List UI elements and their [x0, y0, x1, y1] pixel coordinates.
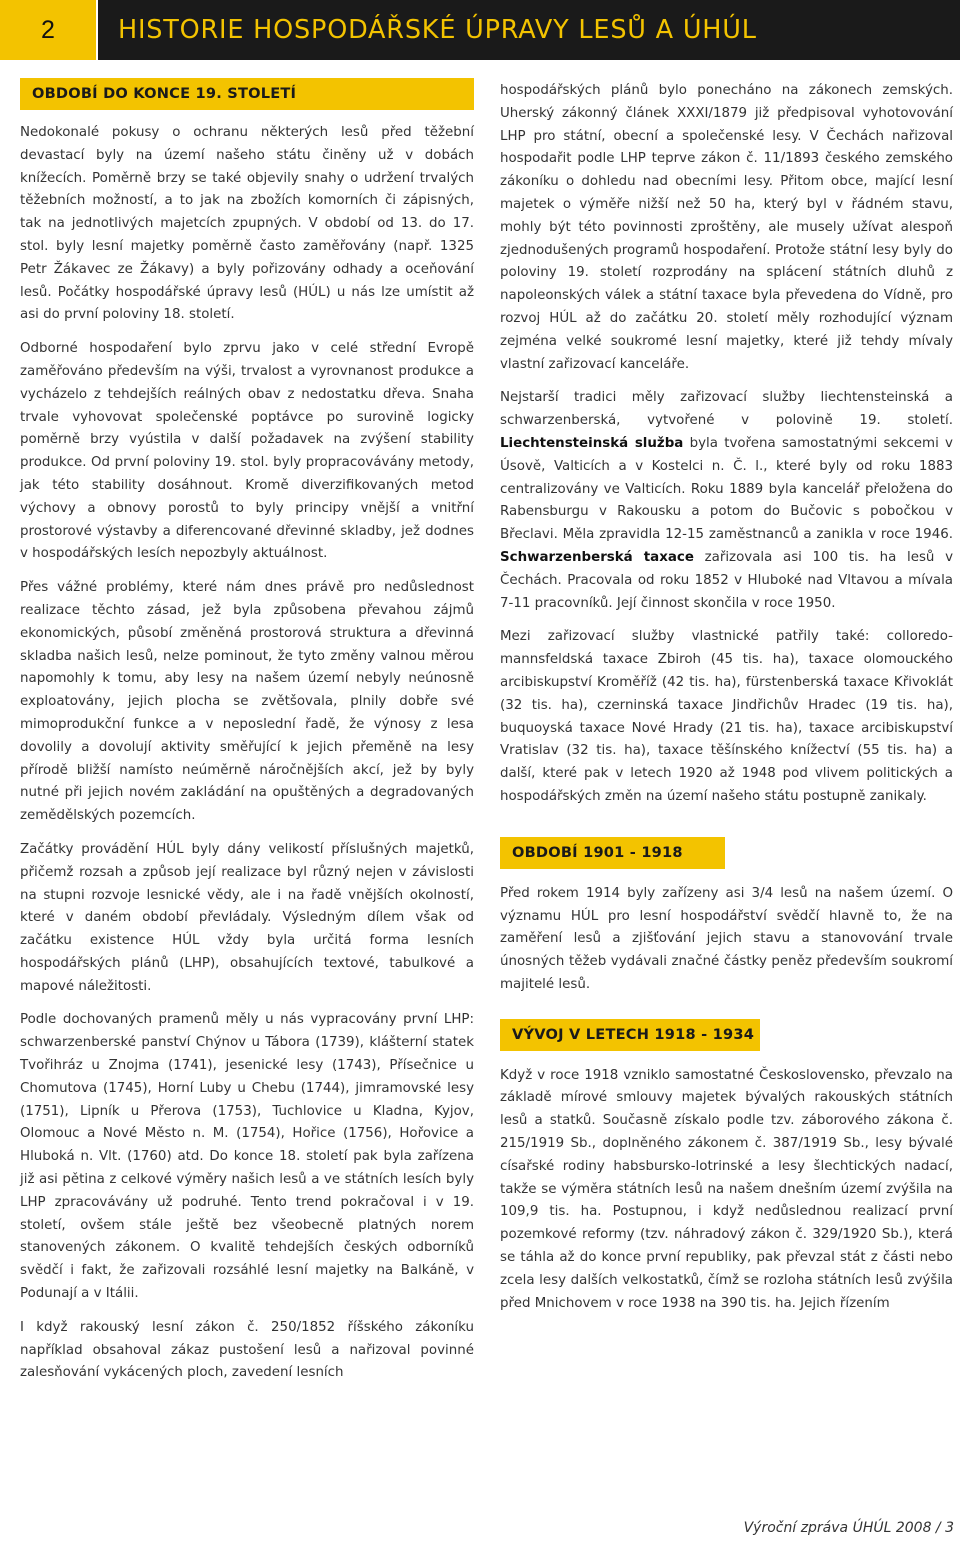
bold-term-schwarzenberg: Schwarzenberská taxace: [500, 549, 694, 565]
section-heading-1918-1934: VÝVOJ V LETECH 1918 - 1934: [500, 1019, 760, 1051]
page-header: [0, 0, 960, 60]
paragraph: Před rokem 1914 byly zařízeny asi 3/4 lesů na našem území. O významu HÚL pro lesní hospodářství svědčí hlavně to, že na zaměření lesů a zjišťování jejich stavu a stanovování trvale únosných těžeb vydávali značné částky peněz především soukromí majitelé lesů.: [500, 885, 953, 992]
header-bar: [98, 0, 960, 60]
bold-term-liechtenstein: Liechtensteinská služba: [500, 435, 684, 451]
chapter-number: 2: [0, 0, 96, 60]
text-run: byla tvořena samostatnými sekcemi v Úsově, Valticích a v Kostelci n. Č. l., které byly od roku 1883 centralizovány ve Valticích. Roku 1889 byla kancelář přeložena do Rabensburgu v Rakousku a potom do Bučovic s pobočkou v Břeclavi. Měla zpravidla 12-15 zaměstnanců a zanikla v roce 1946.: [500, 435, 953, 543]
paragraph: Nedokonalé pokusy o ochranu některých lesů před těžební devastací byly na území našeho státu činěny už v dobách knížecích. Poměrně brzy se také objevily snahy o udržení trvalých těžebních možností, a to jak na zbožích komorních či zápisných, tak na jednotlivých majetcích zpupných. V období od 13. do 17. stol. byly lesní majetky poměrně často zaměřovány (např. 1325 Petr Žákavec ze Žákavy) a byly pořizovány odhady a oceňování lesů. Počátky hospodářské úpravy lesů (HÚL) u nás lze umístit až asi do první poloviny 18. století.: [20, 125, 474, 323]
left-column: [20, 78, 474, 1396]
paragraph: hospodářských plánů bylo ponecháno na zákonech zemských. Uherský zákonný článek XXXI/1879 již předpisoval vyhotovování LHP pro státní, obecní a společenské lesy. V Čechách nařizoval hospodařit podle LHP teprve zákon č. 11/1893 českého zemského zákoníku o dohledu nad obecními lesy. Přitom obce, mající lesní majetek o výměře nižší než 50 ha, který byl v řádném stavu, mohly být této povinnosti zproštěny, ale musely užívat alespoň zjednodušených programů hospodaření. Protože státní lesy byly do poloviny 19. století rozprodány na splácení státních dluhů z napoleonských válek a státní taxace byla převedena do Vídně, pro rozvoj HÚL až do začátku 20. století měly rozhodující význam zejména velké soukromé lesní majetky, které již tehdy mívaly vlastní zařizovací kanceláře.: [500, 83, 953, 372]
paragraph-management-services: [500, 387, 953, 615]
section-heading-19th-century: OBDOBÍ DO KONCE 19. STOLETÍ: [20, 78, 474, 110]
right-column: [500, 80, 953, 1326]
paragraph: Podle dochovaných pramenů měly u nás vypracovány první LHP: schwarzenberské panství Chýnov u Tábora (1739), klášterní statek Tvořihráz u Znojma (1741), jesenické lesy (1743), Přísečnice u Chomutova (1745), Horní Luby u Chebu (1744), jimramovské lesy (1751), Lipník u Přerova (1753), Tuchlovice u Kladna, Kyjov, Olomouc a Nové Město n. M. (1754), Hořice (1756), Hořovice a Hluboká n. Vlt. (1760) atd. Do konce 18. století pak byla zařízena již asi pětina z celkové výměry našich lesů a ve státních lesích byly LHP zpracovávány už podruhé. Tento trend pokračoval i v 19. století, ovšem stále ještě bez všeobecně platných norem stanovených zákonem. O kvalitě tehdejších českých odborníků svědčí i fakt, že zařizovali rozsáhlé lesní majetky na Balkáně, v Podunají a v Itálii.: [20, 1012, 474, 1302]
paragraph: I když rakouský lesní zákon č. 250/1852 říšského zákoníku například obsahoval zákaz pustošení lesů a nařizoval povinné zalesňování vykácených ploch, zavedení lesních: [20, 1319, 474, 1381]
text-run: Nejstarší tradici měly zařizovací služby liechtensteinská a schwarzenberská, vytvořené v polovině 19. století.: [500, 390, 953, 429]
page-footer: Výroční zpráva ÚHÚL 2008 / 3: [743, 1520, 954, 1536]
chapter-title: HISTORIE HOSPODÁŘSKÉ ÚPRAVY LESŮ A ÚHÚL: [118, 15, 757, 45]
paragraph: Odborné hospodaření bylo zprvu jako v celé střední Evropě zaměřováno především na výši, trvalost a vyrovnanost produkce a vycházelo z tehdejších reálných obav z nedostatku dřeva. Snaha trvale vyhovovat společenské poptávce po surovině logicky poměrně brzy vyústila v další požadavek na zvýšení stability produkce. Od první poloviny 19. stol. byly propracovávány metody, jak této stability dosáhnout. Kromě diverzifikovaných metod výchovy a obnovy porostů to byly principy vnější a vnitřní prostorové výstavby a diferencované dřevinné skladby, jež dodnes v hospodářských lesích nepozbyly aktuálnost.: [20, 341, 474, 562]
text-run: zařizovala asi 100 tis. ha lesů v Čechách. Pracovala od roku 1852 v Hluboké nad Vltavou a mívala 7-11 pracovníků. Její činnost skončila v roce 1950.: [500, 549, 954, 611]
paragraph: Začátky provádění HÚL byly dány velikostí příslušných majetků, přičemž rozsah a způsob její realizace byl různý nejen v závislosti na stupni rozvoje lesnické vědy, ale i na řadě vnějších okolností, které v daném období převládaly. Výsledným dílem však od začátku existence HÚL vždy byla určitá forma lesních hospodářských plánů (LHP), obsahujících textové, tabulkové a mapové náležitosti.: [20, 841, 474, 994]
paragraph: Když v roce 1918 vzniklo samostatné Československo, převzalo na základě mírové smlouvy majetek bývalých rakouských státních lesů a statků. Současně získalo podle tzv. záborového zákona č. 215/1919 Sb., doplněného zákonem č. 387/1919 Sb., lesy bývalé císařské rodiny habsbursko-lotrinské a lesy šlechtických nadací, takže se výměra státních lesů na našem dnešním území zvýšila na 109,9 tis. ha. Postupnou, i když nedůslednou realizací první pozemkové reformy (tzv. náhradový zákon č. 329/1920 Sb.), která se táhla až do konce první republiky, pak převzal stát z části nebo zcela lesy dalších velkostatků, čímž se rozloha státních lesů zvýšila před Mnichovem v roce 1938 na 390 tis. ha. Jejich řízením: [500, 1067, 953, 1311]
paragraph: Přes vážné problémy, které nám dnes právě pro nedůslednost realizace těchto zásad, jež byla způsobena převahou zájmů ekonomických, působí změněná prostorová struktura a dřevinná skladba našich lesů, nelze pominout, že tyto změny valnou měrou napomohly k tomu, aby lesy na našem území nebyly neúnosně exploatovány, jejich plocha se zvětšovala, plnily dobře své mimoprodukční funkce a v neposlední řadě, že výnosy z lesa dovolily a dovolují aktivity směřující k jejich přeměně na lesy přírodě bližší namísto neúměrně náročnějších akcí, jež by byly nutné při jejich novém zakládání na opuštěných a degradovaných zemědělských pozemcích.: [20, 580, 474, 824]
section-heading-1901-1918: OBDOBÍ 1901 - 1918: [500, 837, 725, 869]
paragraph: Mezi zařizovací služby vlastnické patřily také: colloredo-mannsfeldská taxace Zbiroh (45 tis. ha), taxace olomouckého arcibiskupství Kroměříž (42 tis. ha), fürstenberská taxace Křivoklát (32 tis. ha), czerninská taxace Jindřichův Hradec (19 tis. ha), buquoyská taxace Nové Hrady (21 tis. ha), taxace arcibiskupství Vratislav (32 tis. ha), taxace těšínského knížectví (55 tis. ha) a další, které pak v letech 1920 až 1948 pod vlivem politických a hospodářských změn na území našeho státu postupně zanikaly.: [500, 629, 953, 804]
